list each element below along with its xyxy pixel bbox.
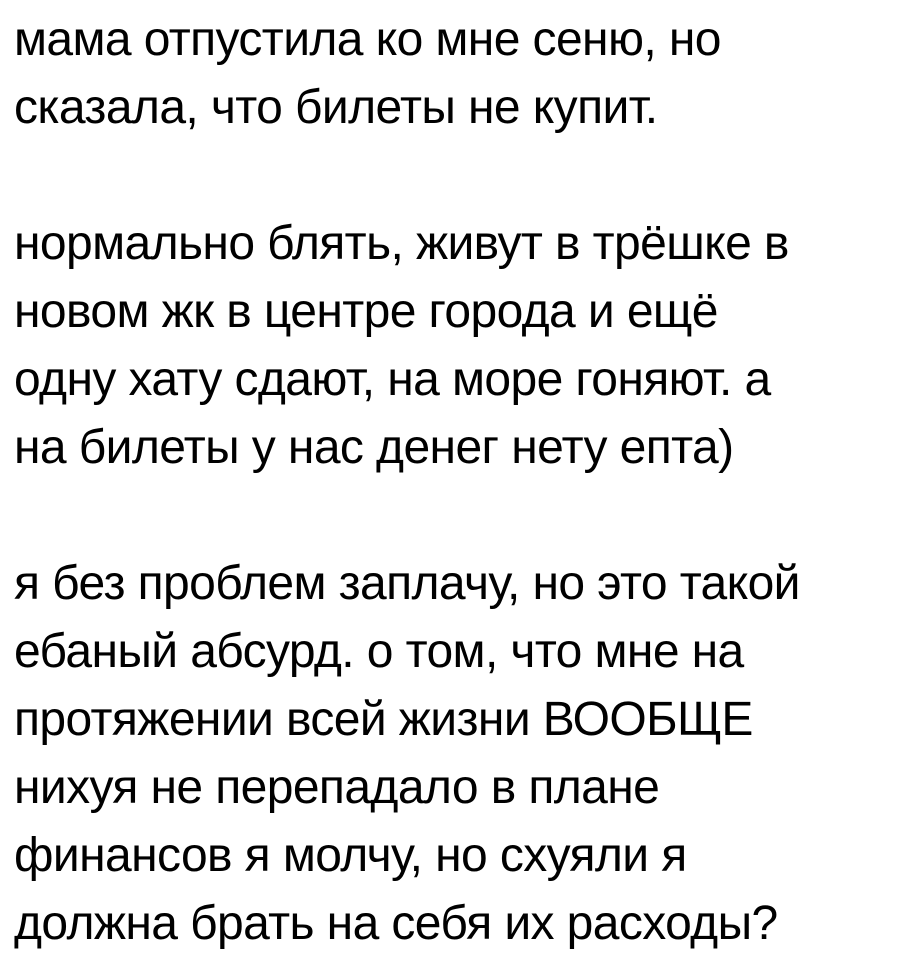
text-line: мама отпустила ко мне сеню, но [14, 13, 721, 66]
paragraph [14, 6, 888, 142]
text-line: должна брать на себя их расходы? [14, 897, 778, 950]
text-line: ебаный абсурд. о том, что мне на [14, 625, 744, 678]
text-line: одну хату сдают, на море гоняют. а [14, 353, 771, 406]
text-line: финансов я молчу, но схуяли я [14, 829, 687, 882]
text-line: нихуя не перепадало в плане [14, 761, 660, 814]
paragraph [14, 550, 888, 958]
text-line: нормально блять, живут в трёшке в [14, 217, 789, 270]
paragraph [14, 210, 888, 482]
text-line: протяжении всей жизни ВООБЩЕ [14, 693, 753, 746]
text-line: я без проблем заплачу, но это такой [14, 557, 800, 610]
text-line: новом жк в центре города и ещё [14, 285, 718, 338]
text-line: на билеты у нас денег нету епта) [14, 421, 734, 474]
text-line: сказала, что билеты не купит. [14, 81, 658, 134]
